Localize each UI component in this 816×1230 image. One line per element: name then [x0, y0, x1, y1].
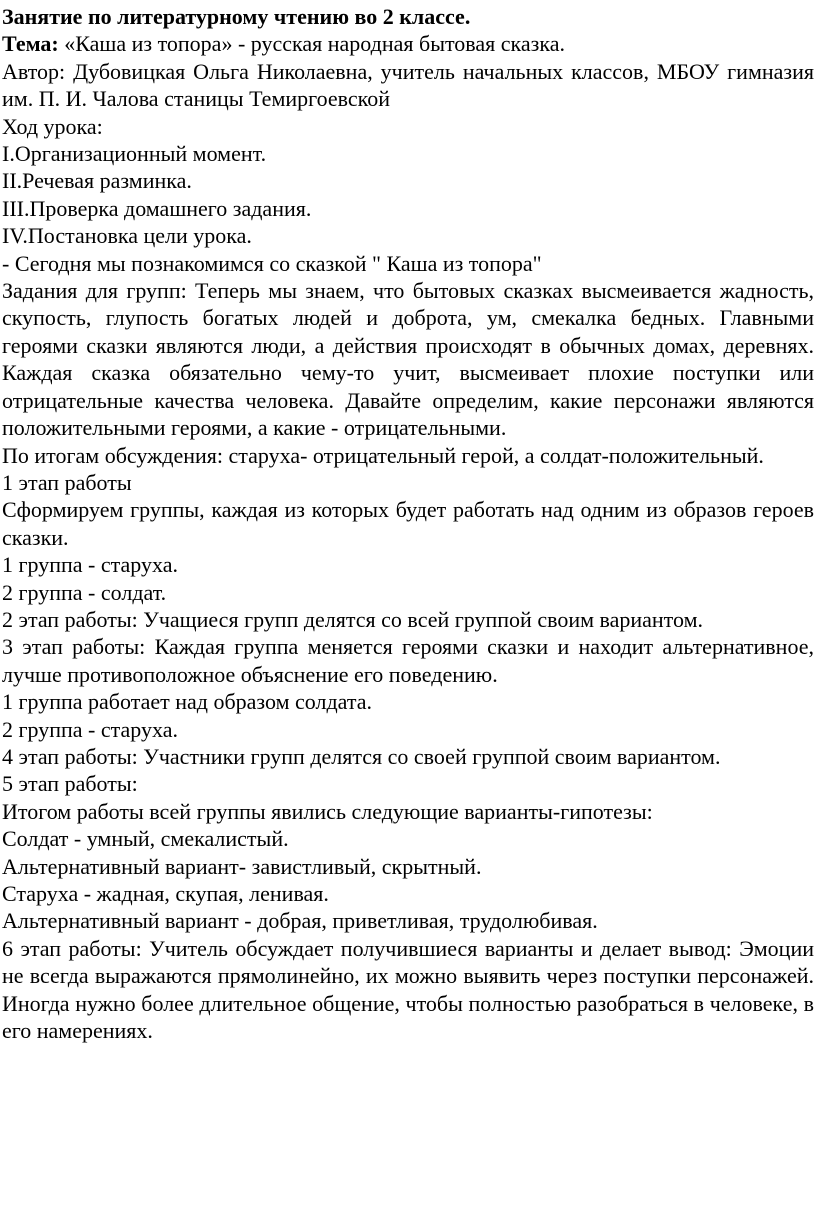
topic-text: «Каша из топора» - русская народная бытовая сказка. — [58, 31, 565, 57]
stage3-group2-line: 2 группа - старуха. — [2, 716, 178, 742]
stage4-line: 4 этап работы: Участники групп делятся со своей группой своим вариантом. — [2, 743, 721, 769]
lesson-topic — [2, 30, 814, 57]
lesson-heading: Занятие по литературному чтению во 2 классе. — [2, 4, 471, 29]
stage3-group1-line: 1 группа работает над образом солдата. — [2, 689, 372, 715]
topic-label: Тема: — [2, 31, 59, 57]
stage1-text: Сформируем группы, каждая из которых будет работать над одним из образов героев сказки. — [2, 497, 814, 550]
soldier-line: Солдат - умный, смекалистый. — [2, 826, 289, 852]
stage5-text: Итогом работы всей группы явились следующие варианты-гипотезы: — [2, 798, 653, 824]
step-4: IV.Постановка цели урока. — [2, 223, 252, 249]
group2-line: 2 группа - солдат. — [2, 579, 167, 605]
group1-line: 1 группа - старуха. — [2, 552, 178, 578]
soldier-alt-line: Альтернативный вариант- завистливый, скрытный. — [2, 853, 482, 879]
lesson-author: Автор: Дубовицкая Ольга Николаевна, учитель начальных классов, МБОУ гимназия им. П. И. Чалова станицы Темиргоевской — [2, 58, 814, 112]
stage3-paragraph: 3 этап работы: Каждая группа меняется героями сказки и находит альтернативное, лучше противоположное объяснение его поведению. — [2, 634, 814, 687]
step-3: III.Проверка домашнего задания. — [2, 195, 312, 221]
step-2: II.Речевая разминка. — [2, 168, 192, 194]
document-body — [2, 3, 814, 1044]
group-tasks-paragraph: Задания для групп: Теперь мы знаем, что бытовых сказках высмеивается жадность, скупость, глупость богатых людей и доброта, ум, смекалка бедных. Главными героями сказки являются люди, а действия происходят в обычных домах, деревнях. Каждая сказка обязательно чему-то учит, высмеивает плохие поступки или отрицательные качества человека. Давайте определим, какие персонажи являются положительными героями, а какие - отрицательными. — [2, 278, 814, 441]
course-title: Ход урока: — [2, 113, 103, 139]
old-woman-alt-line: Альтернативный вариант - добрая, приветливая, трудолюбивая. — [2, 908, 598, 934]
step-1: I.Организационный момент. — [2, 141, 267, 167]
stage6-paragraph: 6 этап работы: Учитель обсуждает получившиеся варианты и делает вывод: Эмоции не всегда выражаются прямолинейно, их можно выявить через поступки персонажей. Иногда нужно более длительное общение, чтобы полностью разобраться в человеке, в его намерениях. — [2, 935, 814, 1044]
lesson-intro: - Сегодня мы познакомимся со сказкой " Каша из топора" — [2, 250, 542, 276]
stage2-line: 2 этап работы: Учащиеся групп делятся со всей группой своим вариантом. — [2, 606, 704, 632]
stage5-title: 5 этап работы: — [2, 771, 138, 797]
discussion-result-paragraph: По итогам обсуждения: старуха- отрицательный герой, а солдат-положительный. — [2, 442, 764, 468]
old-woman-line: Старуха - жадная, скупая, ленивая. — [2, 881, 329, 906]
stage1-title: 1 этап работы — [2, 469, 132, 495]
